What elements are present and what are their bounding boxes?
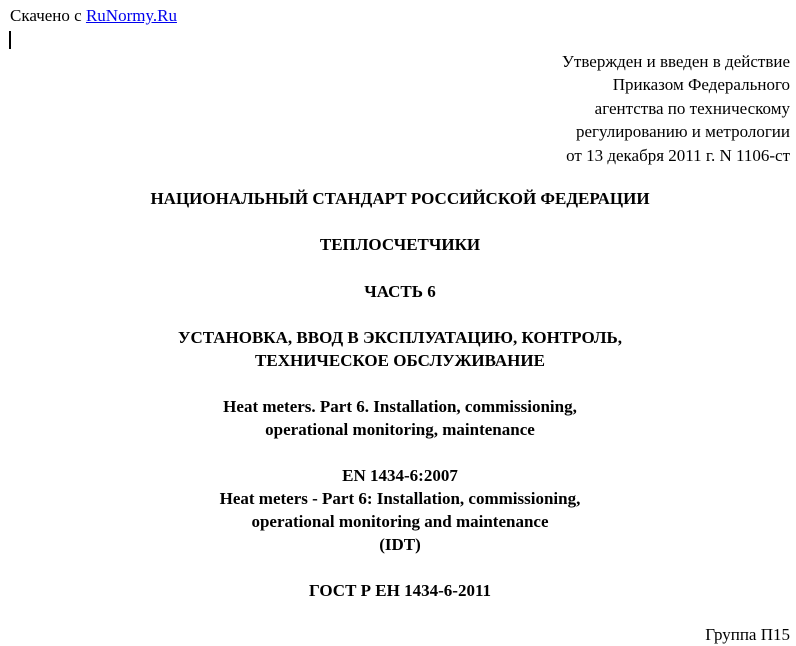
approval-block <box>562 50 790 167</box>
gost-code <box>0 579 796 602</box>
english-title <box>0 395 796 441</box>
approval-line: Утвержден и введен в действие <box>561 52 790 71</box>
approval-line: регулированию и метрологии <box>575 122 790 142</box>
en-reference <box>0 464 796 556</box>
text-cursor <box>9 31 11 49</box>
approval-line: от 13 декабря 2011 г. N 1106-ст <box>566 145 790 165</box>
standard-heading <box>0 326 796 372</box>
english-title-line: Heat meters. Part 6. Installation, commissioning, <box>223 397 577 416</box>
approval-line: агентства по техническому <box>594 98 790 118</box>
equivalence-label: (IDT) <box>379 535 421 554</box>
standard-subject-text: ТЕПЛОСЧЕТЧИКИ <box>319 235 481 254</box>
en-code: EN 1434-6:2007 <box>342 466 458 485</box>
standard-subject <box>0 233 796 256</box>
standard-part-text: ЧАСТЬ 6 <box>364 282 436 301</box>
standard-heading-line: ТЕХНИЧЕСКОЕ ОБСЛУЖИВАНИЕ <box>255 351 545 370</box>
source-link[interactable]: RuNormy.Ru <box>85 6 177 25</box>
gost-code-text: ГОСТ Р ЕН 1434-6-2011 <box>308 581 492 600</box>
standard-part <box>0 280 796 303</box>
source-prefix: Скачено с <box>10 6 86 25</box>
approval-line: Приказом Федерального <box>612 75 790 95</box>
en-title-line: Heat meters - Part 6: Installation, commissioning, <box>219 489 581 508</box>
source-line <box>10 6 177 26</box>
en-title-line: operational monitoring and maintenance <box>251 512 549 531</box>
standard-title <box>0 187 796 210</box>
group-label: Группа П15 <box>705 625 790 644</box>
standard-heading-line: УСТАНОВКА, ВВОД В ЭКСПЛУАТАЦИЮ, КОНТРОЛЬ, <box>178 328 622 347</box>
standard-title-text: НАЦИОНАЛЬНЫЙ СТАНДАРТ РОССИЙСКОЙ ФЕДЕРАЦИИ <box>150 189 650 208</box>
english-title-line: operational monitoring, maintenance <box>265 420 535 439</box>
